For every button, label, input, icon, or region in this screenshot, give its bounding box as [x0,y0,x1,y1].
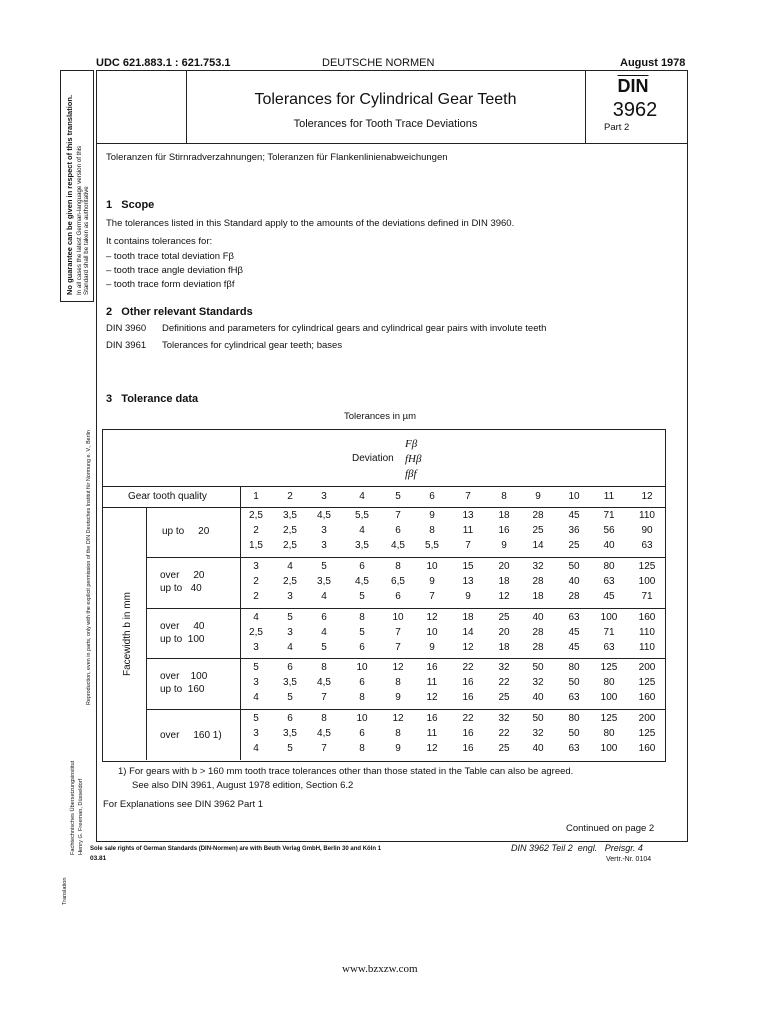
tolerance-cell: 6 [359,728,365,739]
tolerance-cell: 3 [253,677,259,688]
table-quality-rule [102,507,665,508]
tolerance-cell: 8 [395,677,401,688]
tolerance-cell: 10 [392,612,404,623]
tolerance-cell: 5,5 [355,510,369,521]
tolerance-cell: 40 [532,743,544,754]
facewidth-range-label-2: up to 100 [160,634,205,645]
tolerance-cell: 32 [532,561,544,572]
tolerance-cell: 8 [359,612,365,623]
tolerance-cell: 40 [532,692,544,703]
tolerance-cell: 12 [426,743,438,754]
tolerance-cell: 10 [356,713,368,724]
disclaimer-line-1: No guarantee can be given in respect of this translation. [65,94,74,295]
tolerance-cell: 5 [359,627,365,638]
quality-col-3: 3 [321,491,327,502]
tolerance-cell: 6 [395,591,401,602]
tolerance-cell: 3 [321,540,327,551]
tolerance-cell: 160 [638,692,656,703]
tolerance-cell: 9 [395,692,401,703]
tolerance-cell: 28 [532,576,544,587]
tolerance-cell: 2,5 [249,627,263,638]
standard-text-3961: Tolerances for cylindrical gear teeth; bases [162,340,343,351]
tolerance-cell: 14 [532,540,544,551]
tolerance-cell: 18 [498,576,510,587]
tolerance-cell: 5 [287,612,293,623]
tolerance-cell: 5 [287,743,293,754]
translator-line-1: Fachtechnisches Übersetzungsinstitut [70,760,76,855]
tolerance-cell: 125 [600,662,618,673]
tolerance-cell: 3 [253,642,259,653]
tolerance-cell: 3 [253,728,259,739]
disclaimer-line-2: In all cases the latest German-language version of this [76,145,83,295]
tolerance-cell: 18 [532,591,544,602]
tolerance-cell: 200 [638,662,656,673]
tolerance-cell: 6 [287,662,293,673]
tolerance-cell: 160 [638,612,656,623]
tolerance-cell: 12 [392,713,404,724]
tolerance-cell: 45 [568,627,580,638]
tolerance-cell: 2 [253,576,259,587]
header-date: August 1978 [620,57,686,69]
tolerance-cell: 3,5 [283,728,297,739]
tolerance-cell: 6 [359,561,365,572]
tolerance-cell: 3,5 [283,510,297,521]
tolerance-cell: 4 [321,591,327,602]
scope-contains: It contains tolerances for: [106,236,213,247]
tolerance-cell: 8 [321,713,327,724]
tolerance-cell: 28 [532,627,544,638]
tolerance-cell: 50 [568,677,580,688]
tolerance-cell: 50 [568,728,580,739]
udc-code: UDC 621.883.1 : 621.753.1 [96,57,231,69]
standard-code-3961: DIN 3961 [106,340,147,351]
footer-reference: DIN 3962 Teil 2 engl. Preisgr. 4 [511,843,643,853]
tolerance-cell: 63 [568,743,580,754]
facewidth-range-label: up to 20 [162,526,210,537]
tolerance-cell: 13 [462,576,474,587]
deviation-symbol-F: Fβ [405,438,418,450]
tolerance-cell: 56 [603,525,615,536]
continued-note: Continued on page 2 [566,823,655,834]
tolerance-cell: 4,5 [317,677,331,688]
footnote-line-1: 1) For gears with b > 160 mm tooth trace tolerances other than those stated in the Table can also be agreed. [118,766,574,777]
deviation-label: Deviation [352,453,394,464]
tolerance-cell: 4 [253,743,259,754]
tolerance-cell: 63 [603,642,615,653]
tolerance-cell: 4,5 [317,510,331,521]
tolerance-cell: 100 [600,743,618,754]
din-part: Part 2 [604,122,630,133]
facewidth-range-label: over 20 [160,570,205,581]
tolerance-cell: 3,5 [317,576,331,587]
quality-col-11: 11 [603,491,615,502]
tolerance-cell: 16 [498,525,510,536]
tolerance-cell: 8 [429,525,435,536]
tolerance-cell: 9 [465,591,471,602]
tolerance-cell: 7 [465,540,471,551]
tolerance-cell: 3 [287,627,293,638]
tolerance-cell: 5 [253,713,259,724]
tolerance-cell: 110 [639,627,655,638]
facewidth-range-label: over 40 [160,621,205,632]
tolerance-cell: 4 [359,525,365,536]
quality-col-9: 9 [535,491,541,502]
footnote-line-2: See also DIN 3961, August 1978 edition, Section 6.2 [132,780,354,791]
footer-vertr: Vertr.-Nr. 0104 [606,856,652,863]
tolerance-cell: 25 [498,743,510,754]
tolerance-cell: 4,5 [355,576,369,587]
tolerance-cell: 9 [395,743,401,754]
tolerance-cell: 50 [532,662,544,673]
tolerance-cell: 32 [498,713,510,724]
tolerance-cell: 6,5 [391,576,405,587]
facewidth-range-label: over 160 1) [160,730,222,741]
tolerance-cell: 22 [462,713,474,724]
tolerance-cell: 125 [638,561,656,572]
tolerance-cell: 22 [462,662,474,673]
tolerance-cell: 10 [356,662,368,673]
tolerance-cell: 4,5 [391,540,405,551]
tolerance-cell: 125 [638,728,656,739]
tolerance-cell: 2 [253,591,259,602]
tolerance-cell: 9 [429,642,435,653]
footer-code: 03.81 [90,855,107,862]
table-header-rule [102,486,665,487]
translator-line-2: Henry G. Freeman, Düsseldorf [78,778,84,855]
title-bottom-rule [96,143,687,144]
tolerance-cell: 71 [603,510,615,521]
tolerance-cell: 11 [462,525,474,536]
quality-col-10: 10 [568,491,580,502]
tolerance-cell: 4,5 [317,728,331,739]
table-label-rule [240,486,241,760]
tolerance-cell: 28 [532,642,544,653]
tolerance-cell: 14 [462,627,474,638]
facewidth-range-label-2: up to 40 [160,583,202,594]
tolerance-cell: 8 [359,692,365,703]
tolerance-cell: 200 [638,713,656,724]
tolerance-cell: 28 [532,510,544,521]
tolerance-cell: 5 [253,662,259,673]
group-rule [146,557,665,558]
tolerance-cell: 1,5 [249,540,263,551]
reproduction-notice: Reproduction, even in parts, only with the explicit permission of the DIN Deutsches Institut für Normung e. V., Berlin [86,430,92,705]
tolerance-cell: 100 [638,576,656,587]
tolerance-cell: 7 [395,510,401,521]
tolerance-cell: 2,5 [283,525,297,536]
tolerance-cell: 8 [359,743,365,754]
tolerance-cell: 3 [253,561,259,572]
tolerance-cell: 16 [426,713,438,724]
tolerance-cell: 18 [498,510,510,521]
tolerance-cell: 7 [395,627,401,638]
tolerance-cell: 32 [532,728,544,739]
tolerance-cell: 22 [498,677,510,688]
translation-label: Translation [62,877,68,905]
tolerance-cell: 63 [568,612,580,623]
tolerance-cell: 25 [532,525,544,536]
quality-col-1: 1 [253,491,259,502]
tolerance-cell: 100 [600,612,618,623]
tolerance-cell: 63 [568,692,580,703]
tolerance-cell: 80 [603,561,615,572]
quality-col-6: 6 [429,491,435,502]
tolerance-cell: 6 [395,525,401,536]
scope-item-1: – tooth trace total deviation Fβ [106,251,234,262]
tolerance-cell: 12 [426,692,438,703]
deviation-symbol-ff: fβf [405,468,417,480]
tolerance-cell: 13 [462,510,474,521]
tolerance-cell: 9 [429,576,435,587]
tolerance-cell: 6 [287,713,293,724]
tolerance-cell: 2,5 [249,510,263,521]
tolerance-cell: 6 [359,642,365,653]
other-standards-heading: 2 Other relevant Standards [106,306,253,318]
german-title: Toleranzen für Stirnradverzahnungen; Toleranzen für Flankenlinienabweichungen [106,152,448,163]
tolerance-cell: 110 [639,642,655,653]
tolerance-cell: 11 [426,728,438,739]
tolerance-cell: 16 [426,662,438,673]
quality-col-12: 12 [641,491,653,502]
tolerance-cell: 16 [462,728,474,739]
tolerance-cell: 20 [498,561,510,572]
scope-item-2: – tooth trace angle deviation fHβ [106,265,243,276]
tolerance-cell: 100 [600,692,618,703]
tolerance-cell: 8 [395,728,401,739]
tolerance-cell: 12 [462,642,474,653]
tolerance-cell: 5 [321,642,327,653]
tolerance-cell: 45 [568,510,580,521]
tolerance-cell: 80 [603,728,615,739]
tolerance-heading: 3 Tolerance data [106,393,199,405]
tolerance-cell: 2,5 [283,576,297,587]
tolerance-cell: 7 [321,743,327,754]
tolerance-cell: 71 [641,591,653,602]
tolerance-cell: 3 [287,591,293,602]
tolerance-cell: 4 [287,642,293,653]
tolerance-cell: 40 [603,540,615,551]
scope-text: The tolerances listed in this Standard apply to the amounts of the deviations defined in DIN 3960. [106,218,515,229]
scope-heading: 1 Scope [106,199,155,211]
standard-code-3960: DIN 3960 [106,323,147,334]
group-rule [146,709,665,710]
tolerance-cell: 160 [638,743,656,754]
tolerance-cell: 7 [321,692,327,703]
tolerance-cell: 7 [429,591,435,602]
tolerance-cell: 80 [603,677,615,688]
tolerance-cell: 2,5 [283,540,297,551]
quality-col-4: 4 [359,491,365,502]
table-facewidth-rule [146,507,147,760]
tolerance-cell: 25 [498,692,510,703]
tolerance-cell: 110 [639,510,655,521]
facewidth-range-label-2: up to 160 [160,684,205,695]
tolerance-cell: 11 [426,677,438,688]
tolerance-cell: 16 [462,692,474,703]
tolerance-cell: 25 [568,540,580,551]
quality-label: Gear tooth quality [128,491,207,502]
tolerance-cell: 2 [253,525,259,536]
tolerance-cell: 5,5 [425,540,439,551]
tolerance-cell: 5 [287,692,293,703]
tolerance-cell: 4 [253,692,259,703]
quality-col-2: 2 [287,491,293,502]
tolerance-cell: 40 [568,576,580,587]
tolerance-cell: 12 [426,612,438,623]
tolerance-cell: 18 [498,642,510,653]
facewidth-label: Facewidth b in mm [122,592,133,676]
tolerance-cell: 71 [603,627,615,638]
website-watermark: www.bzxzw.com [342,963,418,975]
tolerance-cell: 10 [426,561,438,572]
tolerance-cell: 40 [532,612,544,623]
tolerance-cell: 125 [638,677,656,688]
facewidth-range-label: over 100 [160,671,208,682]
document-title: Tolerances for Cylindrical Gear Teeth [254,91,517,108]
tolerance-cell: 3,5 [355,540,369,551]
disclaimer-line-3: Standard shall be taken as authoritative [83,186,90,295]
tolerance-cell: 7 [395,642,401,653]
tolerance-cell: 15 [462,561,474,572]
tolerance-cell: 50 [568,561,580,572]
deviation-symbol-fH: fHβ [405,453,422,465]
tolerance-cell: 25 [498,612,510,623]
tolerance-cell: 63 [603,576,615,587]
tolerance-cell: 32 [532,677,544,688]
tolerance-cell: 20 [498,627,510,638]
tolerance-cell: 6 [359,677,365,688]
standard-text-3960: Definitions and parameters for cylindrical gears and cylindrical gear pairs with involute teeth [162,323,547,334]
tolerance-cell: 4 [287,561,293,572]
tolerance-cell: 12 [498,591,510,602]
units-label: Tolerances in µm [344,411,417,422]
header-center: DEUTSCHE NORMEN [322,57,435,69]
tolerance-cell: 80 [568,713,580,724]
document-subtitle: Tolerances for Tooth Trace Deviations [293,118,478,130]
din-number: 3962 [612,99,658,121]
tolerance-cell: 45 [603,591,615,602]
tolerance-cell: 9 [501,540,507,551]
din-label: $\overline{DIN}$ [617,76,649,96]
quality-col-7: 7 [465,491,471,502]
tolerance-cell: 90 [641,525,653,536]
group-rule [146,608,665,609]
tolerance-cell: 32 [498,662,510,673]
tolerance-cell: 8 [395,561,401,572]
tolerance-cell: 50 [532,713,544,724]
tolerance-cell: 63 [641,540,653,551]
tolerance-cell: 6 [321,612,327,623]
tolerance-cell: 12 [392,662,404,673]
tolerance-cell: 28 [568,591,580,602]
tolerance-cell: 125 [600,713,618,724]
tolerance-cell: 4 [253,612,259,623]
tolerance-cell: 8 [321,662,327,673]
sales-rights: Sole sale rights of German Standards (DIN-Normen) are with Beuth Verlag GmbH, Berlin 30 and Köln 1 [90,846,382,852]
tolerance-cell: 16 [462,743,474,754]
tolerance-cell: 16 [462,677,474,688]
tolerance-cell: 80 [568,662,580,673]
quality-col-8: 8 [501,491,507,502]
tolerance-cell: 4 [321,627,327,638]
scope-item-3: – tooth trace form deviation fβf [106,279,235,290]
tolerance-cell: 3 [321,525,327,536]
tolerance-cell: 9 [429,510,435,521]
tolerance-cell: 5 [321,561,327,572]
tolerance-cell: 22 [498,728,510,739]
group-rule [146,658,665,659]
tolerance-cell: 5 [359,591,365,602]
explanations-note: For Explanations see DIN 3962 Part 1 [103,799,264,810]
tolerance-cell: 36 [568,525,580,536]
quality-col-5: 5 [395,491,401,502]
tolerance-cell: 45 [568,642,580,653]
tolerance-cell: 18 [462,612,474,623]
tolerance-cell: 3,5 [283,677,297,688]
tolerance-cell: 10 [426,627,438,638]
